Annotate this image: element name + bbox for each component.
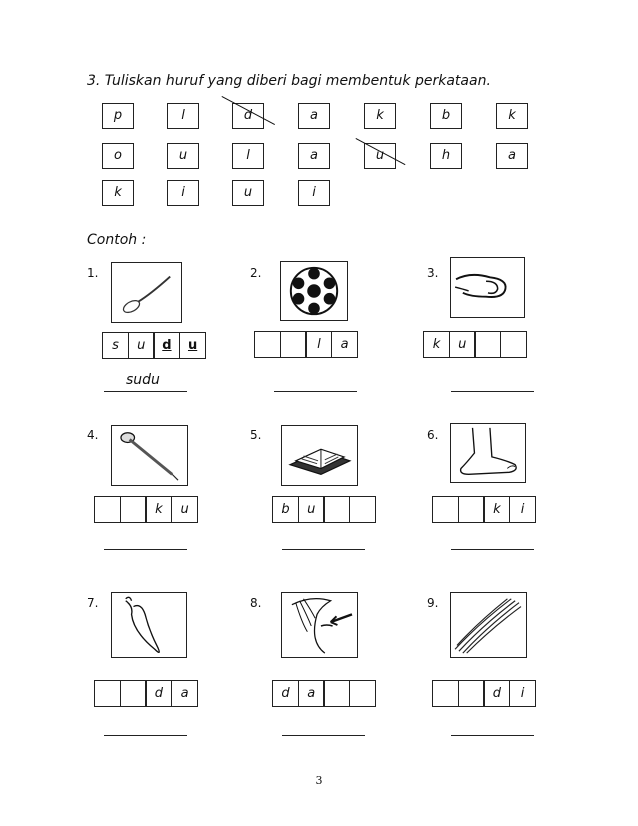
letter-box: l <box>232 143 264 169</box>
cell: b <box>272 496 299 523</box>
cell: k <box>145 496 172 523</box>
cell[interactable] <box>349 680 376 707</box>
cell[interactable] <box>323 496 350 523</box>
cell: d <box>153 332 180 359</box>
letter-box: u <box>364 143 396 169</box>
chili-icon <box>111 592 187 658</box>
cell: l <box>305 331 332 358</box>
cell: k <box>423 331 450 358</box>
cell: k <box>483 496 510 523</box>
cell: u <box>179 332 206 359</box>
answer-line[interactable] <box>104 391 187 392</box>
letter-box: o <box>102 143 134 169</box>
letter-box: k <box>102 180 134 206</box>
cell: i <box>509 496 536 523</box>
spoon-icon <box>111 262 182 323</box>
answer-line[interactable] <box>104 549 187 550</box>
page-number: 3 <box>315 774 323 787</box>
letter-box: k <box>364 103 396 129</box>
hair-icon <box>450 592 527 658</box>
cell: d <box>483 680 510 707</box>
letter-box: p <box>102 103 134 129</box>
cell[interactable] <box>458 496 485 523</box>
cell: a <box>171 680 198 707</box>
answer-cells <box>423 331 527 358</box>
cell[interactable] <box>432 496 459 523</box>
cell[interactable] <box>432 680 459 707</box>
answer-cells <box>94 496 198 523</box>
cell: d <box>145 680 172 707</box>
letter-box: l <box>167 103 199 129</box>
question-number: 1. <box>87 266 99 280</box>
book-icon <box>281 425 358 486</box>
cell: a <box>298 680 325 707</box>
letter-box: h <box>430 143 462 169</box>
forehead-icon <box>281 592 358 658</box>
question-number: 7. <box>87 596 99 610</box>
question-number: 2. <box>250 266 262 280</box>
letter-box: a <box>298 103 330 129</box>
answer-line[interactable] <box>104 735 187 736</box>
cell[interactable] <box>120 680 147 707</box>
letter-box: k <box>496 103 528 129</box>
answer-cells <box>94 680 198 707</box>
cell[interactable] <box>280 331 307 358</box>
example-label: Contoh : <box>87 232 147 248</box>
letter-box: i <box>298 180 330 206</box>
letter-box: u <box>167 143 199 169</box>
cell: a <box>331 331 358 358</box>
answer-cells <box>272 680 376 707</box>
cell: u <box>298 496 325 523</box>
answer-line[interactable] <box>274 391 357 392</box>
cell: u <box>171 496 198 523</box>
question-number: 6. <box>427 428 439 442</box>
cell[interactable] <box>474 331 501 358</box>
instruction-text: 3. Tuliskan huruf yang diberi bagi membentuk perkataan. <box>87 73 491 89</box>
nail-pin-icon <box>111 425 188 486</box>
question-number: 8. <box>250 596 262 610</box>
answer-line[interactable] <box>451 391 534 392</box>
question-number: 4. <box>87 428 99 442</box>
answer-cells <box>432 680 536 707</box>
question-number: 3. <box>427 266 439 280</box>
cell[interactable] <box>94 496 121 523</box>
cell: u <box>128 332 155 359</box>
cell: u <box>449 331 476 358</box>
answer-cells <box>254 331 358 358</box>
nail-finger-icon <box>450 257 525 318</box>
answer-line[interactable] <box>451 549 534 550</box>
letter-box: b <box>430 103 462 129</box>
cell[interactable] <box>94 680 121 707</box>
answer-cells <box>272 496 376 523</box>
answer-cells <box>102 332 206 359</box>
question-number: 5. <box>250 428 262 442</box>
cell[interactable] <box>458 680 485 707</box>
letter-box: u <box>232 180 264 206</box>
question-number: 9. <box>427 596 439 610</box>
letter-box: a <box>496 143 528 169</box>
answer-line[interactable] <box>282 549 365 550</box>
letter-box: d <box>232 103 264 129</box>
ball-icon <box>280 261 348 321</box>
cell[interactable] <box>323 680 350 707</box>
cell[interactable] <box>120 496 147 523</box>
example-answer: sudu <box>126 372 160 388</box>
cell[interactable] <box>500 331 527 358</box>
answer-line[interactable] <box>451 735 534 736</box>
cell[interactable] <box>254 331 281 358</box>
letter-box: a <box>298 143 330 169</box>
answer-cells <box>432 496 536 523</box>
letter-box: i <box>167 180 199 206</box>
cell: d <box>272 680 299 707</box>
cell: s <box>102 332 129 359</box>
cell: i <box>509 680 536 707</box>
foot-icon <box>450 423 526 483</box>
cell[interactable] <box>349 496 376 523</box>
answer-line[interactable] <box>282 735 365 736</box>
